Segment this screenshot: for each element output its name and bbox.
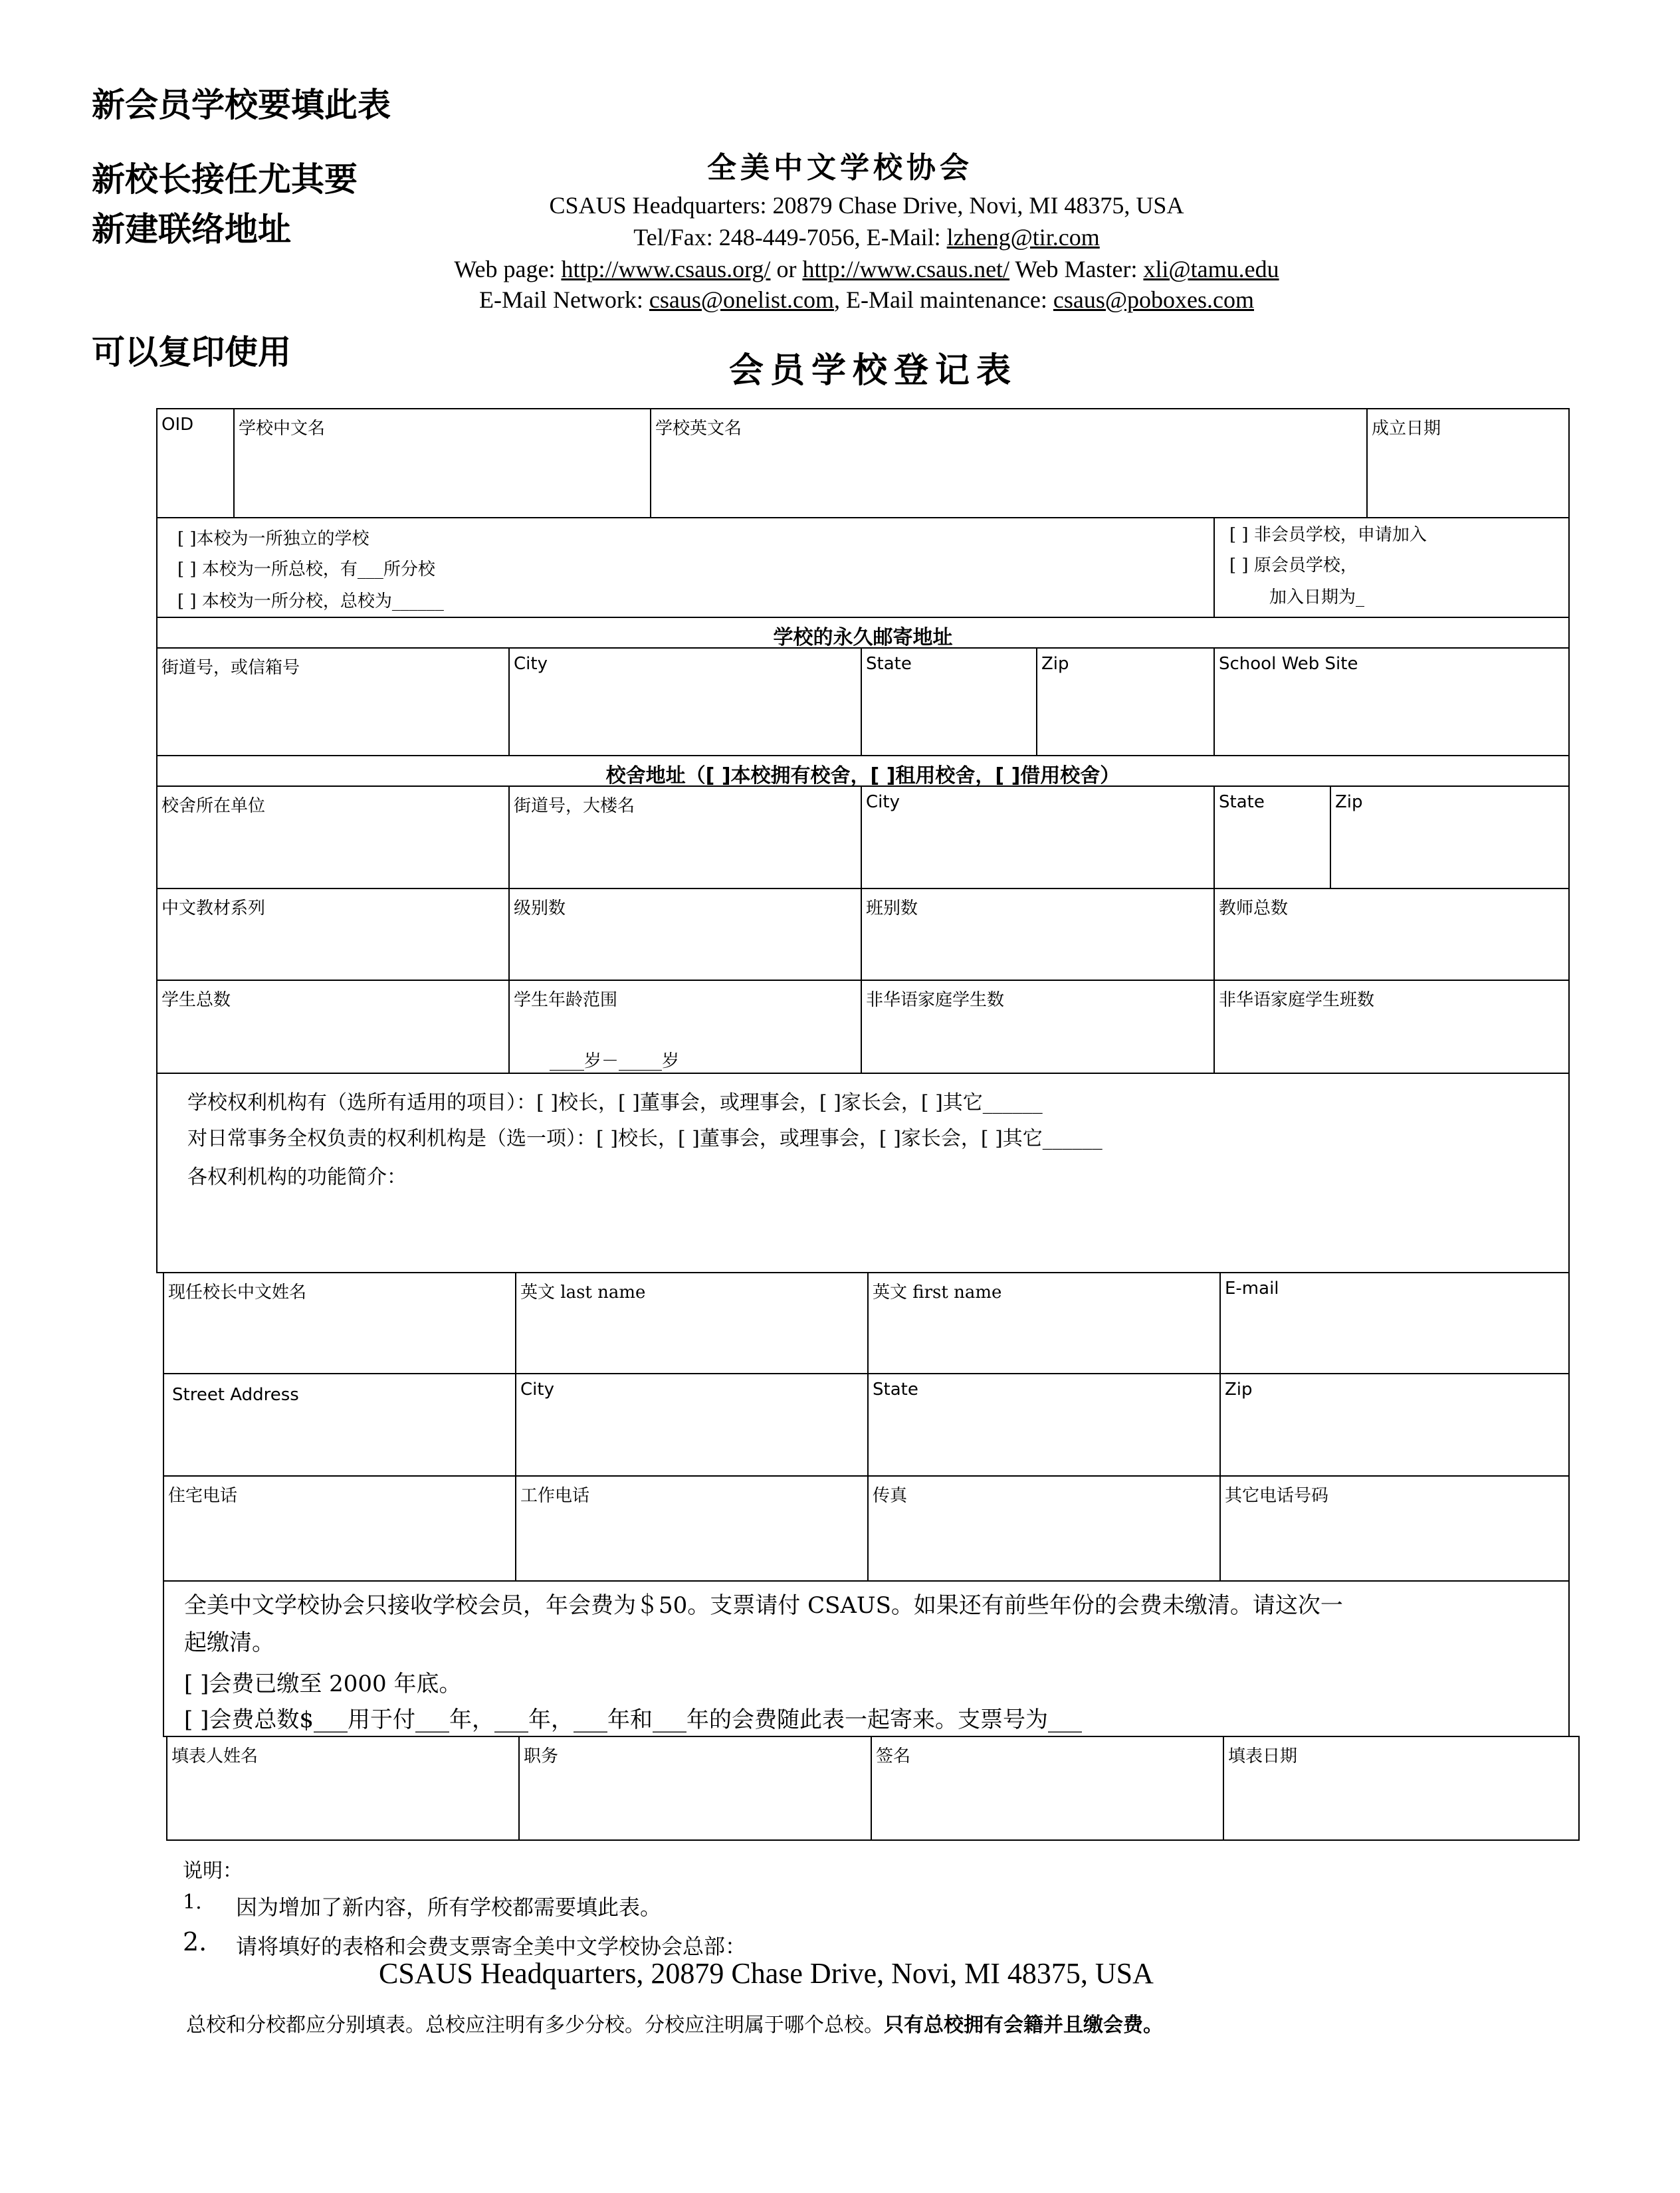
mail-web-label: School Web Site xyxy=(1219,654,1358,674)
header-line-3: Web page: http://www.csaus.org/ or http://www.csaus.net/ Web Master: xli@tamu.edu xyxy=(454,256,1279,282)
mail-state-label: State xyxy=(866,654,912,674)
campus-street-label: 街道号，大楼名 xyxy=(514,796,635,816)
founded-label: 成立日期 xyxy=(1372,419,1441,439)
work-phone-label: 工作电话 xyxy=(520,1486,590,1506)
fax-cell[interactable] xyxy=(867,1475,1221,1582)
classes-cell[interactable] xyxy=(861,888,1215,981)
age-range-cell[interactable] xyxy=(508,980,862,1074)
en-name-label: 学校英文名 xyxy=(655,419,742,439)
principal-email-label: E-mail xyxy=(1225,1279,1279,1299)
students-label: 学生总数 xyxy=(161,990,231,1010)
principal-last-label: 英文 last name xyxy=(520,1283,646,1303)
campus-state-cell[interactable] xyxy=(1213,785,1331,889)
header-line-1: CSAUS Headquarters: 20879 Chase Drive, Novi, MI 48375, USA xyxy=(549,192,1184,219)
grades-label: 级别数 xyxy=(514,898,566,918)
fee-line-2: 起缴清。 xyxy=(184,1629,274,1656)
membership-cell xyxy=(1213,517,1570,618)
principal-first-cell[interactable] xyxy=(867,1272,1221,1374)
textbook-cell[interactable] xyxy=(156,888,510,981)
side-note-copy: 可以复印使用 xyxy=(92,333,291,371)
principal-street-label: Street Address xyxy=(172,1385,299,1405)
principal-email-cell[interactable] xyxy=(1219,1272,1570,1374)
header-email-link[interactable]: lzheng@tir.com xyxy=(946,224,1100,251)
header-network-email[interactable]: csaus@onelist.com xyxy=(649,286,835,313)
notes-last-line: 总校和分校都应分别填表。总校应注明有多少分校。分校应注明属于哪个总校。只有总校拥有会籍并且缴会费。 xyxy=(186,2014,1163,2037)
membership-former[interactable]: [ ] 原会员学校， xyxy=(1229,556,1358,575)
mail-zip-label: Zip xyxy=(1041,654,1069,674)
principal-first-label: 英文 first name xyxy=(873,1283,1002,1303)
notes-address: CSAUS Headquarters, 20879 Chase Drive, Novi, MI 48375, USA xyxy=(379,1957,1154,1990)
mail-city-label: City xyxy=(514,654,548,674)
governance-line-3[interactable]: 各权利机构的功能简介： xyxy=(187,1166,407,1189)
mail-zip-cell[interactable] xyxy=(1036,647,1215,756)
mail-street-label: 街道号，或信箱号 xyxy=(161,658,300,678)
home-phone-label: 住宅电话 xyxy=(168,1486,238,1506)
principal-zip-cell[interactable] xyxy=(1219,1373,1570,1477)
non-chinese-label: 非华语家庭学生数 xyxy=(866,990,1005,1010)
mail-state-cell[interactable] xyxy=(861,647,1037,756)
mail-web-cell[interactable] xyxy=(1213,647,1570,756)
founded-cell[interactable] xyxy=(1366,408,1570,518)
note-1-number: 1. xyxy=(183,1891,202,1914)
teachers-cell[interactable] xyxy=(1213,888,1570,981)
school-type-branch[interactable]: [ ] 本校为一所分校，总校为______ xyxy=(177,591,444,611)
side-note-new-member: 新会员学校要填此表 xyxy=(92,86,391,124)
filler-date-cell[interactable] xyxy=(1223,1736,1580,1841)
org-name: 全美中文学校协会 xyxy=(707,151,973,185)
mail-band-label: 学校的永久邮寄地址 xyxy=(773,626,953,649)
note-1: 因为增加了新内容，所有学校都需要填此表。 xyxy=(236,1895,662,1920)
fee-line-1: 全美中文学校协会只接收学校会员，年会费为＄50。支票请付 CSAUS。如果还有前些年份的会费未缴清。请这次一 xyxy=(184,1592,1343,1619)
notes-heading: 说明： xyxy=(183,1859,243,1883)
age-range-label: 学生年龄范围 xyxy=(514,990,618,1010)
principal-state-cell[interactable] xyxy=(867,1373,1221,1477)
campus-city-cell[interactable] xyxy=(861,785,1215,889)
oid-cell[interactable] xyxy=(156,408,235,518)
other-phone-cell[interactable] xyxy=(1219,1475,1570,1582)
header-url-1[interactable]: http://www.csaus.org/ xyxy=(561,256,771,282)
filler-sign-label: 签名 xyxy=(876,1746,911,1766)
home-phone-cell[interactable] xyxy=(163,1475,516,1582)
cn-name-label: 学校中文名 xyxy=(239,419,326,439)
cn-name-cell[interactable] xyxy=(233,408,651,518)
filler-name-label: 填表人姓名 xyxy=(171,1746,259,1766)
school-type-cell xyxy=(156,517,1215,618)
other-phone-label: 其它电话号码 xyxy=(1225,1486,1329,1506)
classes-label: 班别数 xyxy=(866,898,918,918)
teachers-label: 教师总数 xyxy=(1219,898,1289,918)
side-note-new-principal-1: 新校长接任尤其要 xyxy=(92,160,358,199)
filler-title-cell[interactable] xyxy=(518,1736,872,1841)
principal-cn-name-label: 现任校长中文姓名 xyxy=(168,1283,307,1303)
governance-cell xyxy=(156,1073,1570,1273)
grades-cell[interactable] xyxy=(508,888,862,981)
header-webmaster-email[interactable]: xli@tamu.edu xyxy=(1143,256,1279,282)
principal-zip-label: Zip xyxy=(1225,1380,1253,1400)
principal-cn-name-cell[interactable] xyxy=(163,1272,516,1374)
campus-unit-label: 校舍所在单位 xyxy=(161,796,266,816)
non-chinese-cell[interactable] xyxy=(861,980,1215,1074)
campus-city-label: City xyxy=(866,792,900,812)
en-name-cell[interactable] xyxy=(650,408,1368,518)
principal-street-cell[interactable] xyxy=(163,1373,516,1477)
membership-new[interactable]: [ ] 非会员学校，申请加入 xyxy=(1229,525,1427,545)
header-line-4: E-Mail Network: csaus@onelist.com, E-Mail maintenance: csaus@poboxes.com xyxy=(478,286,1255,313)
principal-city-cell[interactable] xyxy=(515,1373,869,1477)
mail-city-cell[interactable] xyxy=(508,647,862,756)
campus-unit-cell[interactable] xyxy=(156,785,510,889)
note-2-number: 2. xyxy=(183,1927,207,1956)
filler-name-cell[interactable] xyxy=(166,1736,520,1841)
governance-line-2[interactable]: 对日常事务全权负责的权利机构是（选一项）：[ ]校长，[ ]董事会，或理事会，[ ]家长会，[ ]其它______ xyxy=(187,1127,1102,1150)
oid-label: OID xyxy=(161,415,194,435)
filler-sign-cell[interactable] xyxy=(871,1736,1224,1841)
mail-street-cell[interactable] xyxy=(156,647,510,756)
campus-street-cell[interactable] xyxy=(508,785,862,889)
textbook-label: 中文教材系列 xyxy=(161,898,266,918)
header-maintenance-email[interactable]: csaus@poboxes.com xyxy=(1053,286,1255,313)
principal-last-cell[interactable] xyxy=(515,1272,869,1374)
header-url-2[interactable]: http://www.csaus.net/ xyxy=(802,256,1010,282)
school-type-main[interactable]: [ ] 本校为一所总校，有___所分校 xyxy=(177,560,435,579)
side-note-new-principal-2: 新建联络地址 xyxy=(92,210,291,249)
note-2: 请将填好的表格和会费支票寄全美中文学校协会总部： xyxy=(236,1934,747,1959)
campus-zip-cell[interactable] xyxy=(1330,785,1570,889)
campus-state-label: State xyxy=(1219,792,1265,812)
fee-paid-checkbox[interactable]: [ ]会费已缴至 2000 年底。 xyxy=(184,1671,462,1697)
fee-total-checkbox[interactable]: [ ]会费总数$___用于付___年，___年，___年和___年的会费随此表一起寄来。支票号为___ xyxy=(184,1707,1082,1733)
header-line-2: Tel/Fax: 248-449-7056, E-Mail: lzheng@tir.com xyxy=(633,224,1100,251)
school-type-independent[interactable]: [ ]本校为一所独立的学校 xyxy=(177,529,369,549)
governance-line-1[interactable]: 学校权利机构有（选所有适用的项目）：[ ]校长，[ ]董事会，或理事会，[ ]家长会，[ ]其它______ xyxy=(187,1091,1043,1114)
campus-band-label: 校舍地址（[ ]本校拥有校舍，[ ]租用校舍，[ ]借用校舍） xyxy=(605,764,1120,787)
fax-label: 传真 xyxy=(873,1486,908,1506)
non-chinese-classes-cell[interactable] xyxy=(1213,980,1570,1074)
campus-zip-label: Zip xyxy=(1335,792,1363,812)
membership-date[interactable]: 加入日期为_ xyxy=(1269,587,1365,607)
students-cell[interactable] xyxy=(156,980,510,1074)
principal-city-label: City xyxy=(520,1380,554,1400)
filler-title-label: 职务 xyxy=(524,1746,559,1766)
campus-band xyxy=(156,755,1570,787)
mail-band xyxy=(156,617,1570,649)
non-chinese-classes-label: 非华语家庭学生班数 xyxy=(1219,990,1375,1010)
age-range-fill: ____岁－_____岁 xyxy=(550,1051,680,1071)
notes-last-bold: 只有总校拥有会籍并且缴会费。 xyxy=(884,2014,1163,2037)
principal-state-label: State xyxy=(873,1380,918,1400)
filler-date-label: 填表日期 xyxy=(1228,1746,1298,1766)
form-title: 会员学校登记表 xyxy=(728,350,1017,391)
work-phone-cell[interactable] xyxy=(515,1475,869,1582)
fee-cell xyxy=(163,1580,1570,1737)
